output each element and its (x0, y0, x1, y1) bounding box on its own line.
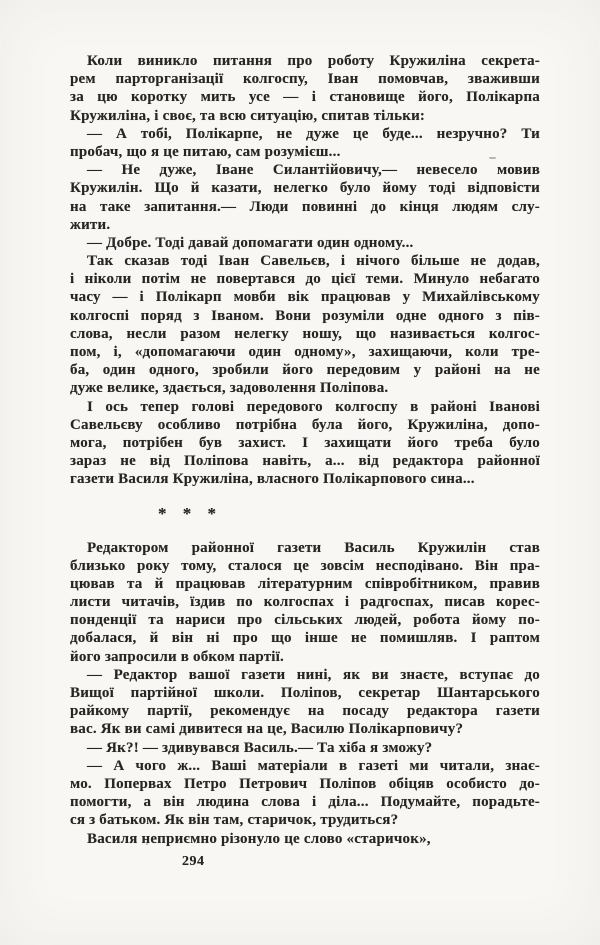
scan-speck (489, 157, 496, 159)
text-line: райкому партії, рекомендує на посаду редактора газети (70, 703, 540, 720)
scan-speck (146, 843, 148, 845)
page-text (70, 52, 540, 871)
text-line: мога, потрібен був захист. І захищати його треба було (70, 434, 540, 451)
text-line: мо. Попервах Петро Петрович Поліпов обіцяв особисто до- (70, 775, 540, 792)
text-line: листи читачів, їздив по колгоспах і радгоспах, писав корес- (70, 594, 540, 611)
text-line: вас. Як ви самі дивитеся на це, Василю Полікарповичу? (70, 721, 464, 738)
text-line: Кружиліна, і своє, та всю ситуацію, спитав тільки: (70, 107, 426, 124)
text-line: — Редактор вашої газети нині, як ви знаєте, вступає до (87, 666, 540, 683)
page-number: 294 (182, 853, 205, 869)
text-line: близько року тому, сталося це зовсім несподівано. Він пра- (70, 557, 540, 574)
text-line: Василя неприємно різонуло це слово «старичок», (87, 830, 431, 847)
text-line: зараз не від Поліпова навіть, а... від редактора районної (70, 453, 540, 470)
text-line: на таке запитання.— Люди повинні до кінця людям слу- (70, 198, 540, 215)
text-line: — Як?! — здивувався Василь.— Та хіба я зможу? (87, 739, 433, 756)
text-line: газети Василя Кружиліна, власного Полікарпового сина... (70, 471, 475, 488)
text-line: помогти, а він людина слова і діла... Подумайте, порадьте- (70, 794, 540, 811)
text-line: — Добре. Тоді давай допомагати один одному... (87, 234, 414, 251)
text-line: пом, і, «допомагаючи один одному», захищаючи, коли тре- (70, 344, 540, 360)
text-line: цював та й працював літературним співробітником, правив (70, 575, 540, 592)
section-separator: * * * (158, 503, 216, 523)
text-line: ба, один одного, зробили його передовим у районі на не (70, 362, 540, 379)
text-line: І ось тепер голові передового колгоспу в районі Іванові (87, 398, 540, 415)
text-line: часу — і Полікарп мовби вік працював у Михайлівському (70, 289, 540, 306)
text-line: і ніколи потім не повертався до цієї теми. Минуло небагато (70, 271, 540, 288)
text-line: добалася, й він ні про що інше не помишляв. І раптом (70, 630, 540, 647)
text-line: дуже велике, здається, задоволення Поліпова. (70, 380, 389, 397)
text-line: Так сказав тоді Іван Савельєв, і нічого більше не додав, (87, 253, 540, 270)
text-line: — А чого ж... Ваші матеріали в газеті ми читали, знає- (87, 757, 540, 774)
text-line: Савельєву особливо потрібна була його, Кружиліна, допо- (70, 416, 540, 433)
text-line: рем парторганізації колгоспу, Іван помовчав, зваживши (70, 71, 540, 88)
text-line: — Не дуже, Іване Силантійовичу,— невесело мовив (87, 162, 540, 179)
text-line: жити. (70, 216, 111, 233)
text-line: Вищої партійної школи. Поліпов, секретар Шантарського (70, 685, 540, 701)
text-line: ся з батьком. Як він там, старичок, трудиться? (70, 812, 399, 829)
text-line: за цю коротку мить усе — і становище його, Полікарпа (70, 89, 540, 106)
text-line: пробач, що я це питаю, сам розумієш... (70, 143, 341, 160)
text-line: Коли виникло питання про роботу Кружиліна секрета- (87, 53, 540, 69)
text-line: слова, несли разом нелегку ношу, що називається колгос- (70, 325, 540, 342)
text-line: понденції та нариси про сільських людей, робота йому по- (70, 612, 540, 629)
text-line: Кружилін. Що й казати, нелегко було йому тоді відповісти (70, 180, 540, 197)
text-line: його запросили в обком партії. (70, 648, 284, 665)
text-line: Редактором районної газети Василь Кружилін став (87, 539, 540, 556)
text-line: колгоспі поряд з Іваном. Вони розуміли одне одного з пів- (70, 307, 540, 324)
text-line: — А тобі, Полікарпе, не дуже це буде... незручно? Ти (87, 125, 540, 142)
